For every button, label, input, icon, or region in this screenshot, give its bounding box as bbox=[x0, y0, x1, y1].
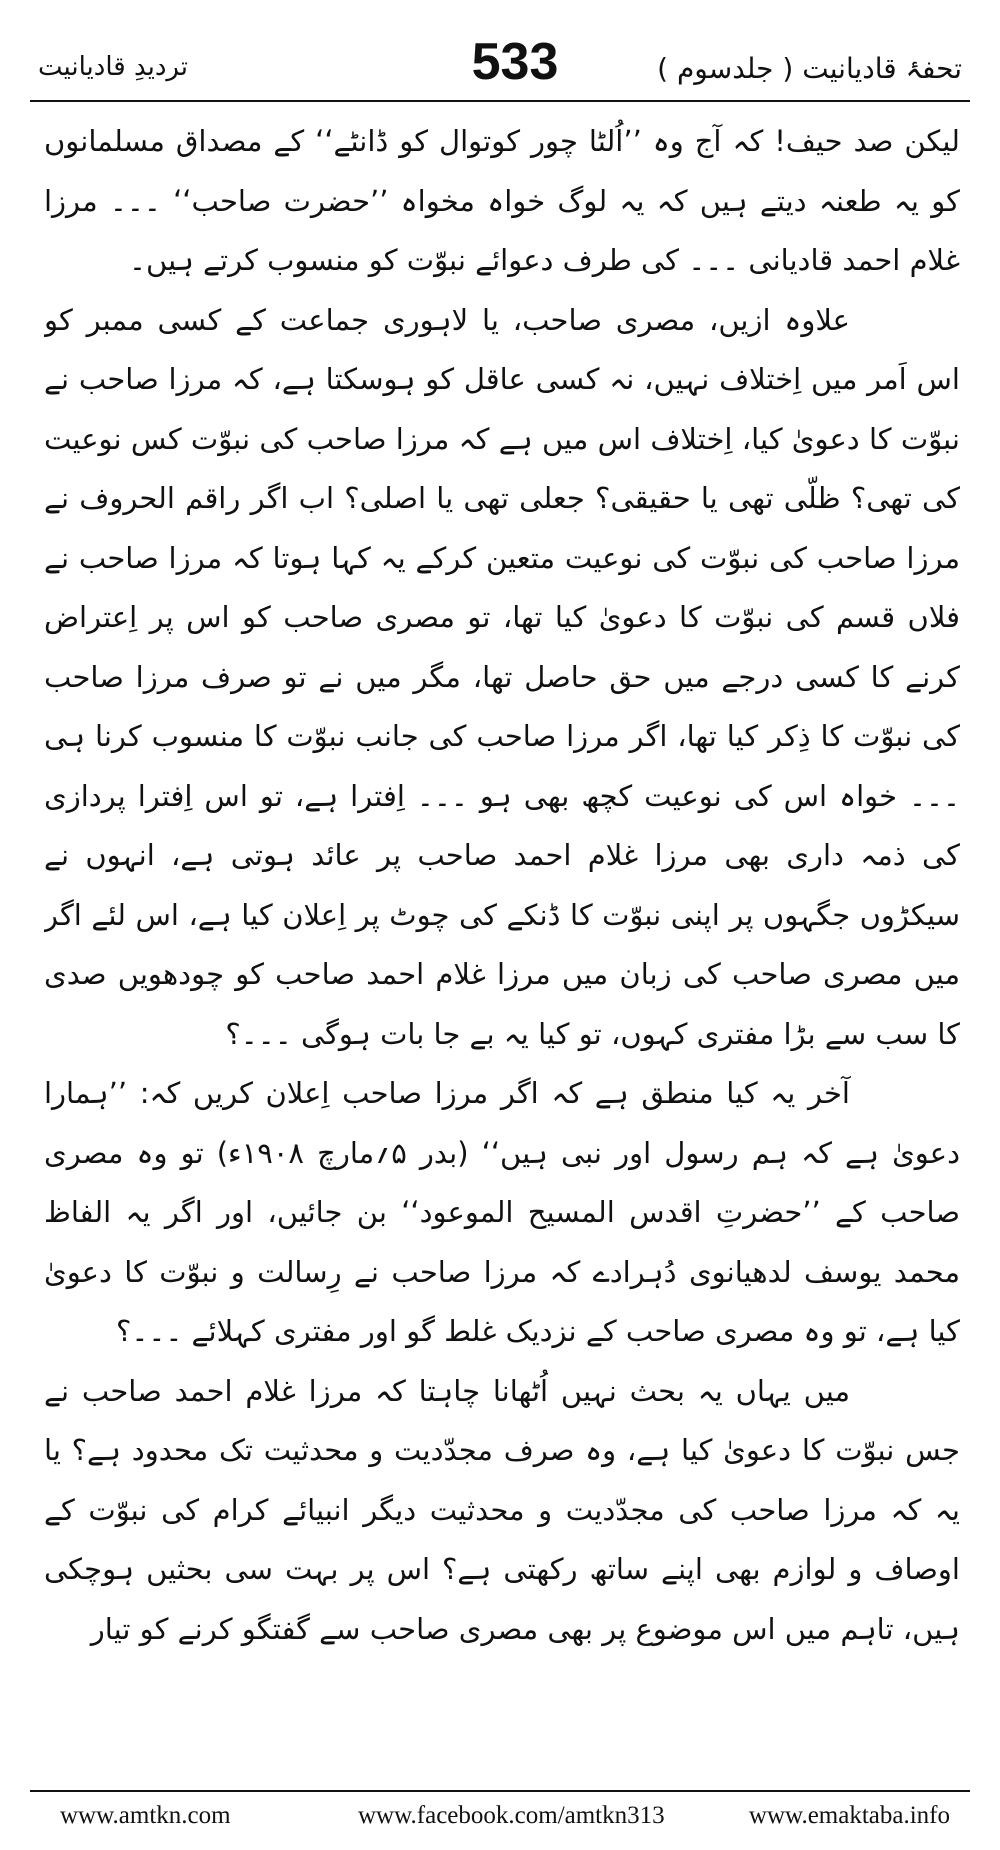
footer-link-emaktaba[interactable]: www.emaktaba.info bbox=[748, 1802, 950, 1829]
paragraph-3: آخر یہ کیا منطق ہے کہ اگر مرزا صاحب اِعلان کریں کہ: ’’ہمارا دعویٰ ہے کہ ہم رسول اور نبی ہیں‘‘ (بدر ۵؍مارچ ۱۹۰۸ء) تو وہ مصری صاحب کے ’’حضرتِ اقدس المسیح الموعود‘‘ بن جائیں، اور اگر یہ الفاظ محمد یوسف لدھیانوی دُہرادے کہ مرزا صاحب نے رِسالت و نبوّت کا دعویٰ کیا ہے، تو وہ مصری صاحب کے نزدیک غلط گو اور مفتری کہلائے ۔۔۔؟ bbox=[44, 1076, 960, 1348]
page-body bbox=[44, 112, 960, 1787]
footer-link-amtkn[interactable]: www.amtkn.com bbox=[60, 1802, 231, 1829]
page-footer bbox=[40, 1798, 960, 1838]
footer-link-facebook[interactable]: www.facebook.com/amtkn313 bbox=[358, 1802, 665, 1829]
page-header bbox=[30, 22, 970, 102]
paragraph-4: میں یہاں یہ بحث نہیں اُٹھانا چاہتا کہ مرزا غلام احمد صاحب نے جس نبوّت کا دعویٰ کیا ہے، وہ صرف مجدّدیت و محدثیت تک محدود ہے؟ یا یہ کہ مرزا صاحب کی مجدّدیت و محدثیت دیگر انبیائے کرام کی نبوّت کے اوصاف و لوازم بھی اپنے ساتھ رکھتی ہے؟ اس پر بہت سی بحثیں ہوچکی ہیں، تاہم میں اس موضوع پر بھی مصری صاحب سے گفتگو کرنے کو تیار bbox=[44, 1373, 960, 1646]
chapter-title: تردیدِ قادیانیت bbox=[38, 52, 189, 82]
paragraph-1: لیکن صد حیف! کہ آج وہ ’’اُلٹا چور کوتوال کو ڈانٹے‘‘ کے مصداق مسلمانوں کو یہ طعنہ دیتے ہیں کہ یہ لوگ خواہ مخواہ ’’حضرت صاحب‘‘ ۔۔۔ مرزا غلام احمد قادیانی ۔۔۔ کی طرف دعوائے نبوّت کو منسوب کرتے ہیں۔ bbox=[44, 124, 960, 277]
footer-divider bbox=[30, 1790, 970, 1792]
book-title: تحفۂ قادیانیت ( جلدسوم ) bbox=[657, 52, 962, 85]
header-divider bbox=[30, 100, 970, 102]
paragraph-2: علاوہ ازیں، مصری صاحب، یا لاہوری جماعت کے کسی ممبر کو اس اَمر میں اِختلاف نہیں، نہ کسی عاقل کو ہوسکتا ہے، کہ مرزا صاحب نے نبوّت کا دعویٰ کیا، اِختلاف اس میں ہے کہ مرزا صاحب کی نبوّت کس نوعیت کی تھی؟ ظلّی تھی یا حقیقی؟ جعلی تھی یا اصلی؟ اب اگر راقم الحروف نے مرزا صاحب کی نبوّت کی نوعیت متعین کرکے یہ کہا ہوتا کہ مرزا صاحب نے فلاں قسم کی نبوّت کا دعویٰ کیا تھا، تو مصری صاحب کو اس پر اِعتراض کرنے کا کسی درجے میں حق حاصل تھا، مگر میں نے تو صرف مرزا صاحب کی نبوّت کا ذِکر کیا تھا، اگر مرزا صاحب کی جانب نبوّت کا منسوب کرنا ہی ۔۔۔ خواہ اس کی نوعیت کچھ بھی ہو ۔۔۔ اِفترا ہے، تو اس اِفترا پردازی کی ذمہ داری بھی مرزا غلام احمد صاحب پر عائد ہوتی ہے، انہوں نے سیکڑوں جگہوں پر اپنی نبوّت کا ڈنکے کی چوٹ پر اِعلان کیا ہے، اس لئے اگر میں مصری صاحب کی زبان میں مرزا غلام احمد صاحب کو چودھویں صدی کا سب سے بڑا مفتری کہوں، تو کیا یہ بے جا بات ہوگی ۔۔۔؟ bbox=[44, 302, 960, 1051]
page-number: 533 bbox=[471, 33, 559, 91]
